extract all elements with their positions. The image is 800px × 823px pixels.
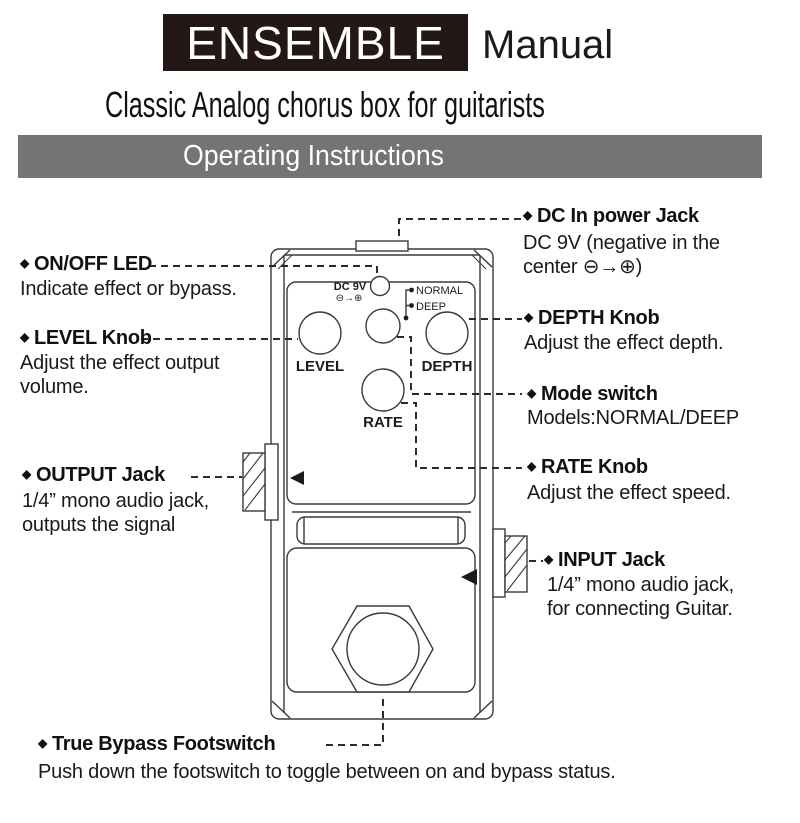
- depth-knob-label: DEPTH: [421, 358, 473, 375]
- callout-desc-line: Push down the footswitch to toggle between on and bypass status.: [38, 761, 616, 783]
- polarity-icon: ⊖→⊕: [335, 293, 363, 304]
- callout-desc-line: Adjust the effect depth.: [524, 332, 724, 354]
- mode-bracket-bullet: [404, 316, 409, 321]
- onoff-led: [371, 277, 390, 296]
- callout-desc-line: Adjust the effect speed.: [527, 482, 731, 504]
- callout-title-mode: [527, 383, 658, 406]
- callout-title-input: [544, 549, 665, 572]
- input-jack-plate: [493, 529, 505, 597]
- callout-desc-rate: [527, 481, 731, 505]
- manual-label: Manual: [482, 23, 614, 67]
- level-knob: [299, 312, 341, 354]
- tagline: Classic Analog chorus box for guitarists: [105, 84, 545, 125]
- mode-normal-label: NORMAL: [416, 285, 464, 297]
- callout-title-text: DC In power Jack: [536, 205, 699, 227]
- mode-switch-knob: [366, 309, 400, 343]
- callout-title-text: RATE Knob: [540, 456, 648, 478]
- section-title: Operating Instructions: [183, 140, 445, 172]
- callout-desc-line: DC 9V (negative in the: [523, 232, 720, 254]
- callout-title-text: ON/OFF LED: [33, 253, 153, 275]
- output-jack-plate: [265, 444, 278, 520]
- callout-desc-line: outputs the signal: [22, 514, 176, 536]
- dc-voltage-label: DC 9V: [333, 281, 367, 293]
- callout-title-level: [20, 327, 152, 350]
- callout-desc-depth: [524, 331, 723, 355]
- rate-knob-label: RATE: [363, 414, 403, 431]
- diamond-icon: ◆: [20, 330, 29, 344]
- callout-desc-line: 1/4” mono audio jack,: [22, 490, 210, 512]
- callout-desc-line: Indicate effect or bypass.: [20, 278, 237, 300]
- callout-title-depth: [524, 307, 659, 330]
- diamond-icon: ◆: [22, 467, 31, 481]
- callout-title-rate: [527, 456, 648, 479]
- dc-jack: [356, 241, 408, 251]
- callout-title-output: [22, 464, 165, 487]
- callout-desc-line: Models:NORMAL/DEEP: [527, 407, 740, 429]
- brand-title: ENSEMBLE: [186, 16, 445, 69]
- diamond-icon: ◆: [527, 459, 536, 473]
- callout-desc-line: Adjust the effect output: [20, 352, 220, 374]
- callout-desc-output: [22, 489, 209, 537]
- callout-title-text: Mode switch: [540, 383, 658, 405]
- dc-callout-line: [399, 219, 521, 241]
- diamond-icon: ◆: [527, 386, 536, 400]
- callout-title-footswitch: [38, 733, 275, 756]
- depth-knob: [426, 312, 468, 354]
- callout-title-text: INPUT Jack: [557, 549, 665, 571]
- callout-desc-mode: [527, 406, 739, 430]
- input-jack-barrel: [505, 536, 527, 592]
- callout-desc-line: for connecting Guitar.: [547, 598, 733, 620]
- callout-desc-line: 1/4” mono audio jack,: [547, 574, 735, 596]
- mode-deep-label: DEEP: [416, 301, 446, 313]
- diamond-icon: ◆: [523, 208, 532, 222]
- callout-title-onoff: [20, 253, 152, 276]
- callout-desc-dc: [523, 231, 720, 279]
- callout-desc-input: [547, 573, 734, 621]
- normal-bullet: [409, 288, 414, 293]
- diamond-icon: ◆: [544, 552, 553, 566]
- rate-knob: [362, 369, 404, 411]
- callout-desc-level: [20, 351, 219, 399]
- diamond-icon: ◆: [20, 256, 29, 270]
- callout-title-text: OUTPUT Jack: [35, 464, 165, 486]
- level-knob-label: LEVEL: [295, 358, 345, 375]
- footswitch-button: [347, 613, 419, 685]
- diamond-icon: ◆: [524, 310, 533, 324]
- callout-title-text: DEPTH Knob: [537, 307, 660, 329]
- callout-desc-footswitch: [38, 760, 616, 784]
- callout-desc-onoff: [20, 277, 237, 301]
- callout-title-text: True Bypass Footswitch: [51, 733, 276, 755]
- callout-title-text: LEVEL Knob: [33, 327, 152, 349]
- callout-desc-line: center ⊖→⊕): [523, 256, 643, 278]
- callout-title-dc: [523, 205, 699, 228]
- deep-bullet: [409, 303, 414, 308]
- hinge-band: [297, 517, 465, 544]
- diamond-icon: ◆: [38, 736, 47, 750]
- callout-desc-line: volume.: [20, 376, 89, 398]
